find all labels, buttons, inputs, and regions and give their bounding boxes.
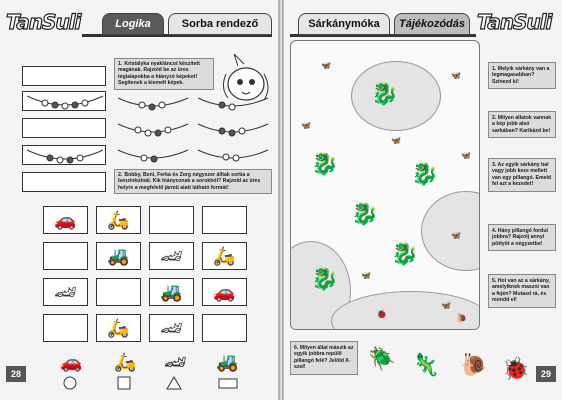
race-car-icon: 🏎 <box>54 282 77 302</box>
square-shape <box>116 376 132 390</box>
question-6: 6. Milyen állat mászik az egyik jobbra repülő pillangó felé? Jelöld X-szel! <box>290 341 358 375</box>
grid-cell[interactable] <box>202 314 247 342</box>
page-number: 29 <box>536 366 556 382</box>
car-icon: 🚗 <box>54 210 77 230</box>
butterfly-icon[interactable]: 🦋 <box>461 151 471 160</box>
left-page <box>0 0 279 400</box>
question-5: 5. Hol van az a sárkány, amelyiknek maszni van a fején? Mutasd rá, és mondd el! <box>488 274 556 308</box>
butterfly-icon[interactable]: 🦋 <box>301 121 311 130</box>
answer-box[interactable] <box>22 118 106 138</box>
dragon-scene <box>290 40 480 330</box>
tab-logika: Logika <box>102 13 164 35</box>
grid-cell <box>43 206 88 234</box>
necklace-icon <box>198 124 268 136</box>
grid-cell <box>96 314 141 342</box>
scooter-icon: 🛵 <box>114 352 137 372</box>
tansuli-logo: TanSuli <box>477 10 552 34</box>
ground-rock <box>331 291 480 330</box>
rectangle-shape <box>218 376 238 390</box>
grid-cell[interactable] <box>96 278 141 306</box>
question-3: 3. Az egyik sárkány bal vagy jobb keze mellett van egy pillangó. Emeld fel azt a kezedet! <box>488 158 556 192</box>
butterfly-icon[interactable]: 🦋 <box>321 61 331 70</box>
grid-cell[interactable] <box>43 242 88 270</box>
task-2: 2. Bobby, Beni, Ferka és Zorg négyszer álltak sorba a benzinkútnál. Kik hiányoznak a sorokból? Rajzold az üres helyre a megfelelő jármű alatt látható formát! <box>114 169 272 194</box>
dragon-icon[interactable]: 🐉 <box>311 151 339 176</box>
grid-cell <box>96 206 141 234</box>
tractor-icon: 🚜 <box>216 352 239 372</box>
necklace-icon <box>198 98 268 110</box>
necklace-icon <box>23 92 107 112</box>
necklace-example <box>22 91 106 111</box>
dragon-icon[interactable]: 🐉 <box>411 161 439 186</box>
tractor-icon: 🚜 <box>107 246 130 266</box>
question-1: 1. Melyik sárkány van a legmagasabban? Színezd ki! <box>488 62 556 89</box>
dragon-icon[interactable]: 🐉 <box>391 241 419 266</box>
grid-cell <box>96 242 141 270</box>
grid-cell <box>43 278 88 306</box>
race-car-icon: 🏎 <box>164 352 187 372</box>
car-icon: 🚗 <box>213 282 236 302</box>
ladybug-icon[interactable]: 🐞 <box>376 309 388 319</box>
grid-cell <box>202 278 247 306</box>
question-4: 4. Hány pillangó fordul jobbra? Rajzolj annyi pöttyöt a négyzetbe! <box>488 224 556 251</box>
grid-cell <box>149 242 194 270</box>
grid-cell[interactable] <box>43 314 88 342</box>
butterfly-icon[interactable]: 🦋 <box>451 71 461 80</box>
dragon-icon[interactable]: 🐉 <box>311 266 339 291</box>
necklace-icon <box>118 124 188 136</box>
necklace-icon <box>118 98 188 110</box>
ladybug-icon[interactable]: 🐞 <box>502 356 530 381</box>
grid-cell[interactable] <box>202 206 247 234</box>
beetle-icon[interactable]: 🪲 <box>368 346 396 371</box>
race-car-icon: 🏎 <box>160 318 183 338</box>
grid-cell <box>149 278 194 306</box>
butterfly-icon[interactable]: 🦋 <box>391 136 401 145</box>
task-1: 1. Kristályka nyakláncot készített magának. Rajzold be az üres téglalapokba a hiányzó képeket! Segítenek a kiemelt képek. <box>114 58 214 90</box>
necklace-icon <box>23 146 107 166</box>
necklace-icon <box>118 150 188 162</box>
car-icon: 🚗 <box>60 352 83 372</box>
grid-cell <box>202 242 247 270</box>
scooter-icon: 🛵 <box>107 210 130 230</box>
grid-cell <box>149 314 194 342</box>
circle-shape <box>62 376 78 390</box>
butterfly-icon[interactable]: 🦋 <box>441 301 451 310</box>
dragon-icon[interactable]: 🐉 <box>351 201 379 226</box>
tab-sarkanymoka: Sárkánymóka <box>298 13 390 35</box>
triangle-shape <box>166 376 182 390</box>
tab-tajekozodas: Tájékozódás <box>394 13 470 35</box>
necklace-example <box>22 145 106 165</box>
snail-icon[interactable]: 🐌 <box>460 352 488 377</box>
necklace-sequence <box>114 92 274 168</box>
tansuli-logo: TanSuli <box>6 10 81 34</box>
lizard-icon[interactable]: 🦎 <box>412 352 440 377</box>
butterfly-icon[interactable]: 🦋 <box>361 271 371 280</box>
answer-box[interactable] <box>22 66 106 86</box>
answer-box[interactable] <box>22 172 106 192</box>
question-2: 2. Milyen állatok vannak a kép jobb alsó sarkában? Karikázd be! <box>488 111 556 138</box>
tab-sorba-rendezo: Sorba rendező <box>168 13 272 35</box>
race-car-icon: 🏎 <box>160 246 183 266</box>
page-number: 28 <box>6 366 26 382</box>
necklace-icon <box>198 150 268 161</box>
scooter-icon: 🛵 <box>107 318 130 338</box>
butterfly-icon[interactable]: 🦋 <box>451 231 461 240</box>
tractor-icon: 🚜 <box>160 282 183 302</box>
scooter-icon: 🛵 <box>213 246 236 266</box>
snail-icon[interactable]: 🐌 <box>456 313 468 323</box>
dragon-icon[interactable]: 🐉 <box>371 81 399 106</box>
grid-cell[interactable] <box>149 206 194 234</box>
